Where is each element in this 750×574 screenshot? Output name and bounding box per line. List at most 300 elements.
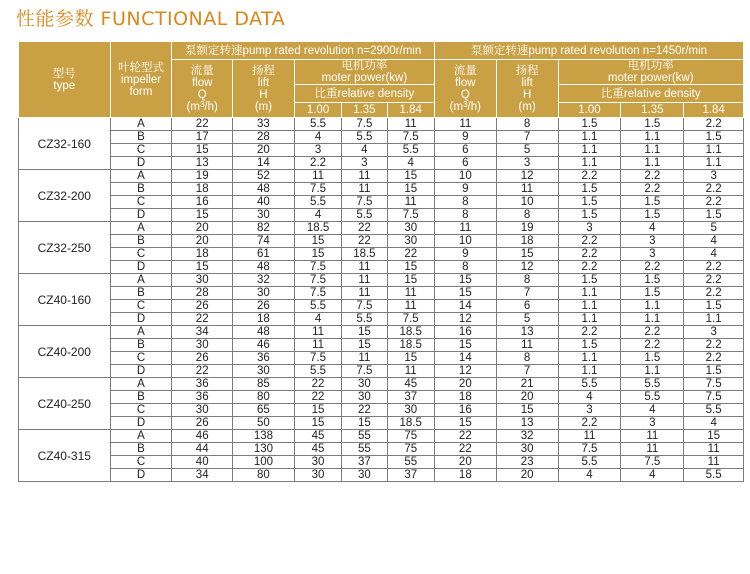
data-cell: 15 xyxy=(684,430,744,443)
header-motor-power-2900: 电机功率 moter power(kw) xyxy=(294,60,434,85)
header-model: 型号 type xyxy=(19,42,111,118)
data-cell: 15 xyxy=(434,287,496,300)
data-cell: 33 xyxy=(233,118,295,131)
data-cell: 1.1 xyxy=(621,131,684,144)
model-cell: CZ40-250 xyxy=(19,378,111,430)
data-cell: 45 xyxy=(294,430,341,443)
data-cell: 1.5 xyxy=(621,118,684,131)
table-row xyxy=(19,131,744,144)
data-cell: 15 xyxy=(387,261,434,274)
data-cell: 5.5 xyxy=(684,404,744,417)
data-cell: 2.2 xyxy=(684,196,744,209)
data-cell: 1.5 xyxy=(684,131,744,144)
data-cell: 11 xyxy=(496,183,558,196)
data-cell: 8 xyxy=(496,352,558,365)
header-motor-power-1450: 电机功率 moter power(kw) xyxy=(558,60,744,85)
data-cell: 18 xyxy=(434,469,496,482)
impeller-form-cell: C xyxy=(110,196,172,209)
functional-data-table xyxy=(18,41,744,482)
data-cell: 11 xyxy=(496,339,558,352)
header-flow-1450: 流量 flow Q $(m^3/h)$ xyxy=(434,60,496,118)
data-cell: 7 xyxy=(496,131,558,144)
data-cell: 48 xyxy=(233,326,295,339)
data-cell: 11 xyxy=(342,274,387,287)
table-row xyxy=(19,209,744,222)
impeller-form-cell: A xyxy=(110,378,172,391)
data-cell: 4 xyxy=(558,391,621,404)
model-cell: CZ40-200 xyxy=(19,326,111,378)
data-cell: 22 xyxy=(172,118,233,131)
data-cell: 9 xyxy=(434,248,496,261)
data-cell: 11 xyxy=(434,222,496,235)
table-row xyxy=(19,378,744,391)
header-flow-2900: 流量 flow Q $(m^3/h)$ xyxy=(172,60,233,118)
data-cell: 1.1 xyxy=(558,313,621,326)
data-cell: 3 xyxy=(558,404,621,417)
data-cell: 4 xyxy=(294,131,341,144)
model-cell: CZ32-160 xyxy=(19,118,111,170)
data-cell: 46 xyxy=(172,430,233,443)
data-cell: 75 xyxy=(387,443,434,456)
impeller-form-cell: A xyxy=(110,274,172,287)
data-cell: 2.2 xyxy=(684,118,744,131)
impeller-form-cell: C xyxy=(110,456,172,469)
data-cell: 18.5 xyxy=(387,339,434,352)
table-row xyxy=(19,222,744,235)
data-cell: 3 xyxy=(621,235,684,248)
data-cell: 44 xyxy=(172,443,233,456)
data-cell: 18.5 xyxy=(342,248,387,261)
data-cell: 32 xyxy=(496,430,558,443)
data-cell: 1.1 xyxy=(558,144,621,157)
data-cell: 11 xyxy=(387,365,434,378)
impeller-form-cell: D xyxy=(110,417,172,430)
data-cell: 2.2 xyxy=(558,248,621,261)
data-cell: 9 xyxy=(434,131,496,144)
data-cell: 2.2 xyxy=(558,417,621,430)
table-row xyxy=(19,391,744,404)
data-cell: 6 xyxy=(434,157,496,170)
data-cell: 1.5 xyxy=(621,196,684,209)
data-cell: 16 xyxy=(434,326,496,339)
data-cell: 4 xyxy=(621,469,684,482)
data-cell: 30 xyxy=(172,404,233,417)
data-cell: 11 xyxy=(294,339,341,352)
header-density-value: 1.00 xyxy=(294,103,341,118)
data-cell: 61 xyxy=(233,248,295,261)
data-cell: 1.5 xyxy=(558,209,621,222)
data-cell: 130 xyxy=(233,443,295,456)
header-density-value: 1.35 xyxy=(342,103,387,118)
data-cell: 6 xyxy=(496,300,558,313)
table-row xyxy=(19,404,744,417)
impeller-form-cell: D xyxy=(110,313,172,326)
data-cell: 22 xyxy=(294,391,341,404)
data-cell: 3 xyxy=(684,326,744,339)
data-cell: 36 xyxy=(233,352,295,365)
data-cell: 1.1 xyxy=(684,157,744,170)
data-cell: 5.5 xyxy=(294,196,341,209)
table-row xyxy=(19,456,744,469)
data-cell: 5.5 xyxy=(558,456,621,469)
data-cell: 11 xyxy=(342,170,387,183)
data-cell: 75 xyxy=(387,430,434,443)
data-cell: 8 xyxy=(434,261,496,274)
data-cell: 5.5 xyxy=(684,469,744,482)
data-cell: 11 xyxy=(387,118,434,131)
data-cell: 22 xyxy=(434,430,496,443)
page-title: 性能参数 FUNCTIONAL DATA xyxy=(16,8,286,30)
data-cell: 5 xyxy=(496,144,558,157)
data-cell: 5.5 xyxy=(342,209,387,222)
data-cell: 34 xyxy=(172,326,233,339)
data-cell: 15 xyxy=(172,144,233,157)
table-row xyxy=(19,469,744,482)
data-cell: 4 xyxy=(342,144,387,157)
data-cell: 21 xyxy=(496,378,558,391)
data-cell: 7 xyxy=(496,365,558,378)
data-cell: 7.5 xyxy=(342,118,387,131)
data-cell: 3 xyxy=(342,157,387,170)
data-cell: 15 xyxy=(294,248,341,261)
data-cell: 18 xyxy=(172,248,233,261)
data-cell: 1.1 xyxy=(684,313,744,326)
data-cell: 15 xyxy=(294,417,341,430)
impeller-form-cell: C xyxy=(110,144,172,157)
impeller-form-cell: A xyxy=(110,430,172,443)
data-cell: 11 xyxy=(621,443,684,456)
impeller-form-cell: B xyxy=(110,391,172,404)
data-cell: 18 xyxy=(434,391,496,404)
data-cell: 18.5 xyxy=(387,326,434,339)
data-cell: 26 xyxy=(172,352,233,365)
data-cell: 32 xyxy=(233,274,295,287)
data-cell: 10 xyxy=(496,196,558,209)
data-cell: 20 xyxy=(496,391,558,404)
data-cell: 52 xyxy=(233,170,295,183)
data-cell: 20 xyxy=(496,469,558,482)
data-cell: 7.5 xyxy=(294,287,341,300)
data-cell: 16 xyxy=(172,196,233,209)
data-cell: 45 xyxy=(387,378,434,391)
data-cell: 30 xyxy=(342,469,387,482)
impeller-form-cell: B xyxy=(110,131,172,144)
data-cell: 15 xyxy=(342,339,387,352)
data-cell: 12 xyxy=(434,313,496,326)
header-density-value: 1.84 xyxy=(387,103,434,118)
data-cell: 6 xyxy=(434,144,496,157)
impeller-form-cell: B xyxy=(110,183,172,196)
data-cell: 3 xyxy=(684,170,744,183)
data-cell: 13 xyxy=(496,417,558,430)
table-row xyxy=(19,430,744,443)
data-cell: 11 xyxy=(387,287,434,300)
data-cell: 15 xyxy=(387,183,434,196)
data-cell: 30 xyxy=(496,443,558,456)
data-cell: 2.2 xyxy=(684,352,744,365)
data-cell: 3 xyxy=(496,157,558,170)
data-cell: 15 xyxy=(496,248,558,261)
table-row xyxy=(19,313,744,326)
table-row xyxy=(19,300,744,313)
data-cell: 1.1 xyxy=(558,352,621,365)
data-cell: 2.2 xyxy=(684,261,744,274)
data-cell: 46 xyxy=(233,339,295,352)
data-cell: 15 xyxy=(387,170,434,183)
header-rev-1450: 泵额定转速pump rated revolution n=1450r/min xyxy=(434,42,743,60)
data-cell: 45 xyxy=(294,443,341,456)
data-cell: 1.5 xyxy=(684,300,744,313)
data-cell: 1.1 xyxy=(621,300,684,313)
data-cell: 11 xyxy=(342,261,387,274)
data-cell: 11 xyxy=(621,430,684,443)
data-cell: 4 xyxy=(684,248,744,261)
table-row xyxy=(19,144,744,157)
data-cell: 7.5 xyxy=(387,209,434,222)
data-cell: 30 xyxy=(387,404,434,417)
impeller-form-cell: C xyxy=(110,352,172,365)
data-cell: 3 xyxy=(558,222,621,235)
data-cell: 15 xyxy=(294,235,341,248)
table-row xyxy=(19,261,744,274)
data-cell: 26 xyxy=(233,300,295,313)
data-cell: 3 xyxy=(621,248,684,261)
header-lift-2900: 扬程 lift H (m) xyxy=(233,60,295,118)
data-cell: 13 xyxy=(172,157,233,170)
data-cell: 1.5 xyxy=(621,274,684,287)
table-body xyxy=(19,118,744,482)
data-cell: 2.2 xyxy=(621,339,684,352)
data-cell: 8 xyxy=(496,118,558,131)
data-cell: 1.5 xyxy=(558,196,621,209)
data-cell: 5.5 xyxy=(294,118,341,131)
data-cell: 2.2 xyxy=(621,261,684,274)
data-cell: 2.2 xyxy=(294,157,341,170)
data-cell: 3 xyxy=(294,144,341,157)
data-cell: 7.5 xyxy=(294,274,341,287)
data-cell: 18 xyxy=(172,183,233,196)
impeller-form-cell: C xyxy=(110,404,172,417)
table-row xyxy=(19,183,744,196)
data-cell: 1.1 xyxy=(558,287,621,300)
data-cell: 20 xyxy=(434,378,496,391)
data-cell: 10 xyxy=(434,235,496,248)
data-cell: 48 xyxy=(233,183,295,196)
model-cell: CZ32-250 xyxy=(19,222,111,274)
data-cell: 1.1 xyxy=(621,313,684,326)
data-cell: 2.2 xyxy=(558,170,621,183)
data-cell: 37 xyxy=(342,456,387,469)
table-row xyxy=(19,365,744,378)
impeller-form-cell: D xyxy=(110,209,172,222)
data-cell: 22 xyxy=(342,222,387,235)
data-cell: 1.5 xyxy=(558,274,621,287)
data-cell: 4 xyxy=(621,222,684,235)
data-cell: 28 xyxy=(172,287,233,300)
header-density-1450: 比重relative density xyxy=(558,85,744,103)
data-cell: 30 xyxy=(342,391,387,404)
data-cell: 1.1 xyxy=(558,157,621,170)
data-cell: 22 xyxy=(172,313,233,326)
data-cell: 1.1 xyxy=(621,144,684,157)
data-cell: 30 xyxy=(387,235,434,248)
table-row xyxy=(19,196,744,209)
data-cell: 12 xyxy=(496,170,558,183)
data-cell: 7.5 xyxy=(621,456,684,469)
data-cell: 1.5 xyxy=(621,209,684,222)
table-row xyxy=(19,352,744,365)
data-cell: 11 xyxy=(342,183,387,196)
data-cell: 55 xyxy=(387,456,434,469)
data-cell: 15 xyxy=(172,209,233,222)
data-cell: 8 xyxy=(496,209,558,222)
data-cell: 30 xyxy=(294,469,341,482)
data-cell: 7.5 xyxy=(387,131,434,144)
data-cell: 20 xyxy=(434,456,496,469)
data-cell: 7.5 xyxy=(294,183,341,196)
impeller-form-cell: D xyxy=(110,261,172,274)
data-cell: 15 xyxy=(342,417,387,430)
data-cell: 26 xyxy=(172,417,233,430)
header-lift-1450: 扬程 lift H (m) xyxy=(496,60,558,118)
impeller-form-cell: A xyxy=(110,118,172,131)
data-cell: 18 xyxy=(496,235,558,248)
data-cell: 19 xyxy=(172,170,233,183)
data-cell: 5.5 xyxy=(558,378,621,391)
data-cell: 4 xyxy=(684,235,744,248)
data-cell: 5 xyxy=(496,313,558,326)
data-cell: 10 xyxy=(434,170,496,183)
data-cell: 7.5 xyxy=(558,443,621,456)
data-cell: 82 xyxy=(233,222,295,235)
data-cell: 30 xyxy=(233,365,295,378)
data-cell: 3 xyxy=(621,417,684,430)
data-cell: 30 xyxy=(233,209,295,222)
data-cell: 1.1 xyxy=(558,365,621,378)
data-cell: 1.1 xyxy=(684,144,744,157)
data-cell: 1.5 xyxy=(558,183,621,196)
data-cell: 4 xyxy=(387,157,434,170)
data-cell: 13 xyxy=(496,326,558,339)
header-density-2900: 比重relative density xyxy=(294,85,434,103)
data-cell: 1.5 xyxy=(558,118,621,131)
data-cell: 30 xyxy=(387,222,434,235)
table-row xyxy=(19,157,744,170)
table-row xyxy=(19,443,744,456)
impeller-form-cell: A xyxy=(110,326,172,339)
data-cell: 37 xyxy=(387,469,434,482)
data-cell: 1.1 xyxy=(621,157,684,170)
data-cell: 80 xyxy=(233,469,295,482)
table-row xyxy=(19,118,744,131)
data-cell: 7.5 xyxy=(294,261,341,274)
model-cell: CZ32-200 xyxy=(19,170,111,222)
data-cell: 12 xyxy=(496,261,558,274)
header-rev-2900: 泵额定转速pump rated revolution n=2900r/min xyxy=(172,42,435,60)
header-impeller-form: 叶轮型式 impeller form xyxy=(110,42,172,118)
data-cell: 7.5 xyxy=(342,196,387,209)
data-cell: 15 xyxy=(434,417,496,430)
impeller-form-cell: B xyxy=(110,287,172,300)
impeller-form-cell: B xyxy=(110,235,172,248)
impeller-form-cell: A xyxy=(110,222,172,235)
data-cell: 16 xyxy=(434,404,496,417)
data-cell: 2.2 xyxy=(558,235,621,248)
model-cell: CZ40-315 xyxy=(19,430,111,482)
data-cell: 1.5 xyxy=(558,339,621,352)
data-cell: 14 xyxy=(434,352,496,365)
data-cell: 2.2 xyxy=(684,287,744,300)
functional-data-table-wrap xyxy=(18,41,744,482)
data-cell: 37 xyxy=(387,391,434,404)
data-cell: 30 xyxy=(172,339,233,352)
data-cell: 19 xyxy=(496,222,558,235)
data-cell: 30 xyxy=(233,287,295,300)
data-cell: 2.2 xyxy=(684,274,744,287)
data-cell: 9 xyxy=(434,183,496,196)
header-density-value: 1.84 xyxy=(684,103,744,118)
data-cell: 14 xyxy=(233,157,295,170)
data-cell: 7 xyxy=(496,287,558,300)
data-cell: 2.2 xyxy=(684,183,744,196)
impeller-form-cell: C xyxy=(110,300,172,313)
data-cell: 11 xyxy=(434,118,496,131)
data-cell: 11 xyxy=(387,300,434,313)
data-cell: 36 xyxy=(172,378,233,391)
data-cell: 11 xyxy=(294,326,341,339)
table-row xyxy=(19,417,744,430)
data-cell: 22 xyxy=(387,248,434,261)
data-cell: 1.1 xyxy=(558,131,621,144)
data-cell: 30 xyxy=(342,378,387,391)
data-cell: 11 xyxy=(294,170,341,183)
data-cell: 15 xyxy=(342,326,387,339)
data-cell: 2.2 xyxy=(558,326,621,339)
data-cell: 30 xyxy=(294,456,341,469)
data-cell: 22 xyxy=(434,443,496,456)
data-cell: 20 xyxy=(233,144,295,157)
data-cell: 5.5 xyxy=(342,131,387,144)
data-cell: 48 xyxy=(233,261,295,274)
data-cell: 17 xyxy=(172,131,233,144)
impeller-form-cell: D xyxy=(110,365,172,378)
impeller-form-cell: B xyxy=(110,339,172,352)
data-cell: 5.5 xyxy=(342,313,387,326)
table-row xyxy=(19,326,744,339)
table-row xyxy=(19,287,744,300)
data-cell: 5 xyxy=(684,222,744,235)
table-row xyxy=(19,248,744,261)
data-cell: 7.5 xyxy=(684,378,744,391)
data-cell: 1.1 xyxy=(621,365,684,378)
data-cell: 15 xyxy=(387,274,434,287)
data-cell: 36 xyxy=(172,391,233,404)
data-cell: 18.5 xyxy=(387,417,434,430)
data-cell: 7.5 xyxy=(342,300,387,313)
data-cell: 18.5 xyxy=(294,222,341,235)
impeller-form-cell: A xyxy=(110,170,172,183)
data-cell: 22 xyxy=(342,235,387,248)
data-cell: 5.5 xyxy=(294,365,341,378)
data-cell: 1.5 xyxy=(684,365,744,378)
data-cell: 50 xyxy=(233,417,295,430)
impeller-form-cell: B xyxy=(110,443,172,456)
data-cell: 11 xyxy=(342,352,387,365)
data-cell: 15 xyxy=(434,339,496,352)
data-cell: 14 xyxy=(434,300,496,313)
data-cell: 5.5 xyxy=(387,144,434,157)
data-cell: 7.5 xyxy=(387,313,434,326)
